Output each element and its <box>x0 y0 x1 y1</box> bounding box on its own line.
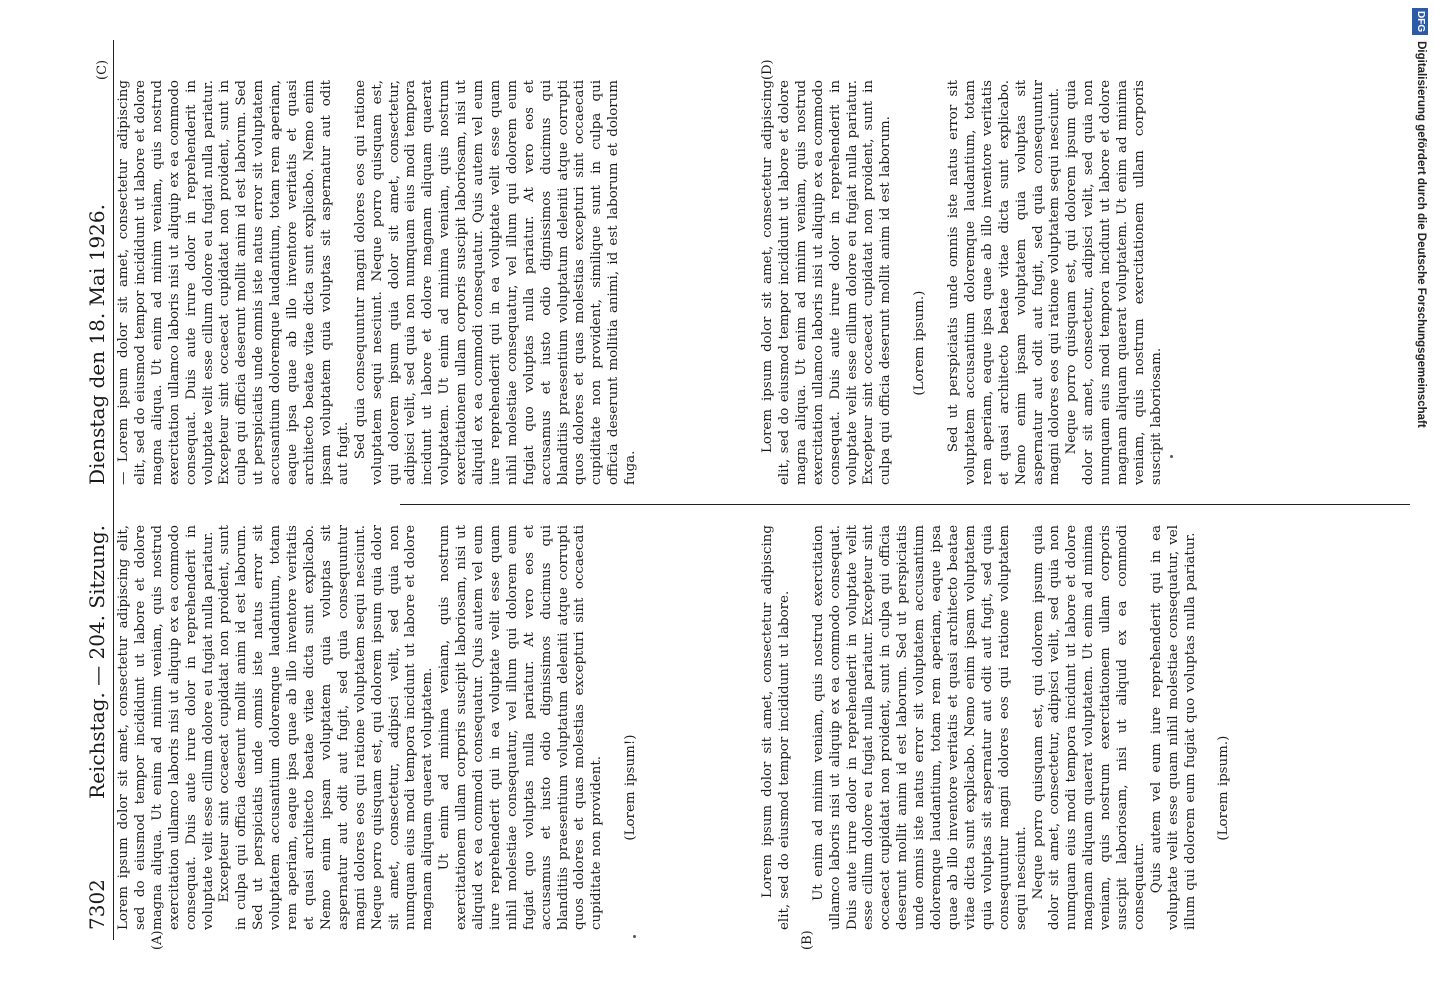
left-running-title: Reichstag. — 204. Sitzung. <box>85 525 109 799</box>
dfg-logo: DFG <box>1412 8 1428 35</box>
header-rule <box>113 40 114 940</box>
text-column-left-bottom: Lorem ipsum dolor sit amet, consectetur adipiscing elit, sed do eiusmod tempor incididunt ut labore. Ut enim ad minim veniam, quis nostrud exercitation ullamco laboris nisi ut aliquip ex ea commodo consequat. Duis aute irure dolor in reprehenderit in voluptate velit esse cillum dolore eu fugiat nulla pariatur. Excepteur sint occaecat cupidatat non proident, sunt in culpa qui officia deserunt mollit anim id est laborum. Sed ut perspiciatis unde omnis iste natus error sit voluptatem accusantium doloremque laudantium, totam rem aperiam, eaque ipsa quae ab illo inventore veritatis et quasi architecto beatae vitae dicta sunt explicabo. Nemo enim ipsam voluptatem quia voluptas sit aspernatur aut odit aut fugit, sed quia consequuntur magni dolores eos qui ratione voluptatem sequi nesciunt. Neque porro quisquam est, qui dolorem ipsum quia dolor sit amet, consectetur, adipisci velit, sed quia non numquam eius modi tempora incidunt ut labore et dolore magnam aliquam quaerat voluptatem. Ut enim ad minima veniam, quis nostrum exercitationem ullam corporis suscipit laboriosam, nisi ut aliquid ex ea commodi consequatur. Quis autem vel eum iure reprehenderit qui in ea voluptate velit esse quam nihil molestiae consequatur, vel illum qui dolorem eum fugiat quo voluptas nulla pariatur. (Lorem ipsum.) <box>760 525 1232 930</box>
text-column-left-top: Lorem ipsum dolor sit amet, consectetur adipiscing elit, sed do eiusmod tempor incididunt ut labore et dolore magna aliqua. Ut enim ad minim veniam, quis nostrud exercitation ullamco laboris nisi ut aliquip ex ea commodo consequat. Duis aute irure dolor in reprehenderit in voluptate velit esse cillum dolore eu fugiat nulla pariatur. Excepteur sint occaecat cupidatat non proident, sunt in culpa qui officia deserunt mollit anim id est laborum. Sed ut perspiciatis unde omnis iste natus error sit voluptatem accusantium doloremque laudantium, totam rem aperiam, eaque ipsa quae ab illo inventore veritatis et quasi architecto beatae vitae dicta sunt explicabo. Nemo enim ipsam voluptatem quia voluptas sit aspernatur aut odit aut fugit, sed quia consequuntur magni dolores eos qui ratione voluptatem sequi nesciunt. Neque porro quisquam est, qui dolorem ipsum quia dolor sit amet, consectetur, adipisci velit, sed quia non numquam eius modi tempora incidunt ut labore et dolore magnam aliquam quaerat voluptatem. Ut enim ad minima veniam, quis nostrum exercitationem ullam corporis suscipit laboriosam, nisi ut aliquid ex ea commodi consequatur. Quis autem vel eum iure reprehenderit qui in ea voluptate velit esse quam nihil molestiae consequatur, vel illum qui dolorem eum fugiat quo voluptas nulla pariatur. At vero eos et accusamus et iusto odio dignissimos ducimus qui blanditiis praesentium voluptatum deleniti atque corrupti quos dolores et quas molestias excepturi sint occaecati cupiditate non provident. (Lorem ipsum!) <box>116 525 639 930</box>
right-page-header <box>82 80 112 485</box>
text-column-right-bottom: Lorem ipsum dolor sit amet, consectetur adipiscing elit, sed do eiusmod tempor incididunt ut labore et dolore magna aliqua. Ut enim ad minim veniam, quis nostrud exercitation ullamco laboris nisi ut aliquip ex ea commodo consequat. Duis aute irure dolor in reprehenderit in voluptate velit esse cillum dolore eu fugiat nulla pariatur. Excepteur sint occaecat cupidatat non proident, sunt in culpa qui officia deserunt mollit anim id est laborum. (Lorem ipsum.) Sed ut perspiciatis unde omnis iste natus error sit voluptatem accusantium doloremque laudantium, totam rem aperiam, eaque ipsa quae ab illo inventore veritatis et quasi architecto beatae vitae dicta sunt explicabo. Nemo enim ipsam voluptatem quia voluptas sit aspernatur aut odit aut fugit, sed quia consequuntur magni dolores eos qui ratione voluptatem sequi nesciunt. Neque porro quisquam est, qui dolorem ipsum quia dolor sit amet, consectetur, adipisci velit, sed quia non numquam eius modi tempora incidunt ut labore et dolore magnam aliquam quaerat voluptatem. Ut enim ad minima veniam, quis nostrum exercitationem ullam corporis suscipit laboriosam. <box>760 80 1164 485</box>
scan-speck <box>633 935 636 938</box>
left-page-header <box>82 525 112 930</box>
margin-marker-b: (B) <box>800 930 815 950</box>
scan-speck <box>1170 455 1173 458</box>
dfg-credit <box>1411 8 1431 994</box>
right-running-title: Dienstag den 18. Mai 1926. <box>85 204 109 485</box>
page-number: 7302 <box>85 879 109 930</box>
margin-marker-c: (C) <box>95 59 110 80</box>
text-column-right-top: — Lorem ipsum dolor sit amet, consectetur adipiscing elit, sed do eiusmod tempor incididunt ut labore et dolore magna aliqua. Ut enim ad minim veniam, quis nostrud exercitation ullamco laboris nisi ut aliquip ex ea commodo consequat. Duis aute irure dolor in reprehenderit in voluptate velit esse cillum dolore eu fugiat nulla pariatur. Excepteur sint occaecat cupidatat non proident, sunt in culpa qui officia deserunt mollit anim id est laborum. Sed ut perspiciatis unde omnis iste natus error sit voluptatem accusantium doloremque laudantium, totam rem aperiam, eaque ipsa quae ab illo inventore veritatis et quasi architecto beatae vitae dicta sunt explicabo. Nemo enim ipsam voluptatem quia voluptas sit aspernatur aut odit aut fugit. Sed quia consequuntur magni dolores eos qui ratione voluptatem sequi nesciunt. Neque porro quisquam est, qui dolorem ipsum quia dolor sit amet, consectetur, adipisci velit, sed quia non numquam eius modi tempora incidunt ut labore et dolore magnam aliquam quaerat voluptatem. Ut enim ad minima veniam, quis nostrum exercitationem ullam corporis suscipit laboriosam, nisi ut aliquid ex ea commodi consequatur. Quis autem vel eum iure reprehenderit qui in ea voluptate velit esse quam nihil molestiae consequatur, vel illum qui dolorem eum fugiat quo voluptas nulla pariatur. At vero eos et accusamus et iusto odio dignissimos ducimus qui blanditiis praesentium voluptatum deleniti atque corrupti quos dolores et quas molestias excepturi sint occaecati cupiditate non provident, similique sunt in culpa qui officia deserunt mollitia animi, id est laborum et dolorum fuga. <box>116 80 639 485</box>
margin-marker-a: (A) <box>150 930 165 950</box>
margin-marker-d: (D) <box>760 59 775 80</box>
column-divider <box>400 504 1410 505</box>
dfg-credit-strip <box>1411 8 1431 994</box>
dfg-credit-text: Digitalisierung gefördert durch die Deutsche Forschungsgemeinschaft <box>1415 41 1427 428</box>
